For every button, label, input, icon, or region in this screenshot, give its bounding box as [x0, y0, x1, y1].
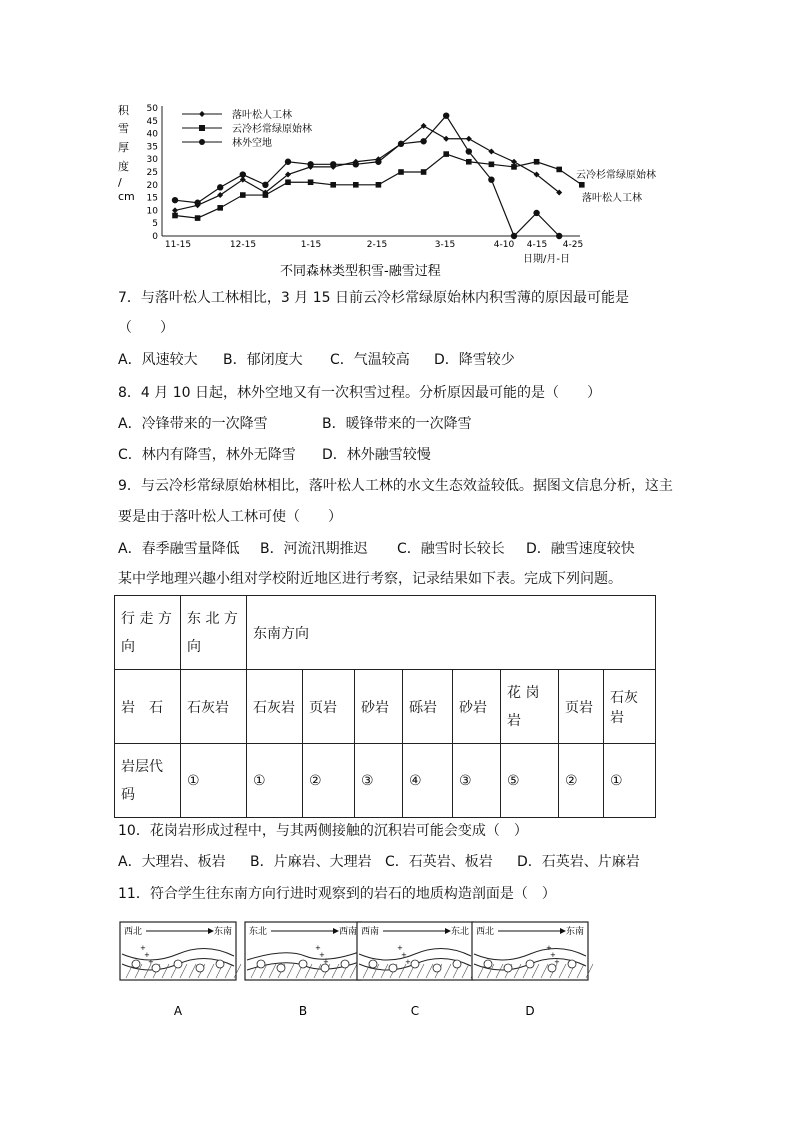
x-tick-label: 1-15 — [300, 240, 322, 250]
cell-rock: 页岩 — [559, 670, 604, 744]
data-point — [195, 215, 201, 221]
layer-code-marker — [453, 960, 461, 968]
cell-rock: 砾岩 — [403, 670, 453, 744]
cell-code: ④ — [403, 744, 453, 818]
data-point — [330, 182, 336, 188]
y-tick-label: 20 — [146, 180, 158, 191]
right-label-yunlengshan: 云冷杉常绿原始林 — [576, 170, 656, 181]
cell-rock: 石灰岩 — [181, 670, 247, 744]
geologic-sections[interactable] — [118, 920, 598, 1030]
x-tick-label: 3-15 — [434, 240, 456, 250]
data-point — [217, 184, 223, 190]
cell-rock-header: 岩 石 — [115, 670, 181, 744]
granite-plus-icon: + — [554, 958, 560, 966]
data-point — [353, 182, 359, 188]
data-point — [240, 192, 246, 198]
layer-code-marker — [484, 960, 492, 968]
data-point — [489, 162, 495, 168]
table-row-direction — [115, 596, 656, 670]
q10-option-a[interactable]: A．大理岩、板岩 — [118, 854, 226, 870]
x-tick-label: 12-15 — [229, 240, 257, 250]
data-point — [308, 179, 314, 185]
layer-code-marker — [174, 960, 182, 968]
cell-code: ① — [604, 744, 656, 818]
data-point — [556, 233, 562, 239]
q7-paren: （ ） — [118, 320, 174, 336]
q10-stem: 10．花岗岩形成过程中，与其两侧接触的沉积岩可能会变成（ ） — [118, 823, 528, 839]
data-point — [262, 182, 268, 188]
section-a[interactable] — [120, 922, 241, 1018]
granite-plus-icon: + — [140, 944, 146, 952]
layer-code-marker — [341, 960, 349, 968]
data-point — [533, 210, 539, 216]
data-point — [466, 159, 472, 165]
y-tick-label: 10 — [146, 206, 158, 217]
q7-option-c[interactable]: C．气温较高 — [330, 352, 410, 368]
y-tick-label: 25 — [146, 168, 158, 178]
granite-plus-icon: + — [319, 951, 325, 959]
q8-option-a[interactable]: A．冷锋带来的一次降雪 — [118, 416, 268, 432]
q9-option-b[interactable]: B．河流汛期推迟 — [260, 541, 368, 557]
q8-option-b[interactable]: B．暖锋带来的一次降雪 — [322, 416, 472, 432]
x-ticks — [165, 240, 583, 250]
data-point — [488, 149, 494, 155]
q7-option-a[interactable]: A．风速较大 — [118, 352, 198, 368]
data-point — [307, 161, 313, 167]
data-point — [194, 200, 200, 206]
cell-northeast: 东 北 方 向 — [181, 596, 247, 670]
cell-rock: 石灰岩 — [247, 670, 303, 744]
granite-plus-icon: + — [397, 944, 403, 952]
data-point — [398, 169, 404, 175]
table-row-codes — [115, 744, 656, 818]
layer-code-marker — [568, 960, 576, 968]
q8-option-c[interactable]: C．林内有降雪，林外无降雪 — [118, 447, 296, 463]
legend-label: 落叶松人工林 — [232, 110, 292, 121]
data-point — [511, 159, 517, 165]
data-point — [511, 164, 517, 170]
section-right-dir: 东南 — [213, 927, 232, 937]
layer-code-marker — [526, 960, 534, 968]
granite-plus-icon: + — [148, 958, 154, 966]
cell-direction-header: 行 走 方 向 — [115, 596, 181, 670]
section-left-dir: 西北 — [476, 927, 495, 937]
y-label-char: cm — [118, 190, 135, 203]
x-axis-label: 日期/月-日 — [523, 254, 570, 265]
table-row-rocks — [115, 670, 656, 744]
data-point — [534, 159, 540, 165]
layer-code-marker — [504, 964, 512, 972]
section-right-dir: 东南 — [565, 927, 584, 937]
q8-stem: 8．4 月 10 日起，林外空地又有一次积雪过程。分析原因最可能的是（ ） — [118, 385, 601, 401]
q9-option-a[interactable]: A．春季融雪量降低 — [118, 541, 240, 557]
rock-survey-table — [114, 595, 656, 818]
granite-plus-icon: + — [405, 958, 411, 966]
data-point — [285, 179, 291, 185]
data-point — [421, 169, 427, 175]
field-survey-intro: 某中学地理兴趣小组对学校附近地区进行考察，记录结果如下表。完成下列问题。 — [118, 571, 622, 587]
data-point — [263, 192, 269, 198]
legend-marker — [199, 139, 205, 145]
cell-code: ⑤ — [501, 744, 559, 818]
q8-option-d[interactable]: D．林外融雪较慢 — [322, 447, 431, 463]
data-point — [240, 171, 246, 177]
cell-rock: 页岩 — [303, 670, 355, 744]
y-label-char: 度 — [118, 160, 129, 173]
section-label: C — [410, 1004, 420, 1018]
layer-code-marker — [277, 964, 285, 972]
layer-code-marker — [369, 960, 377, 968]
data-point — [172, 197, 178, 203]
cell-code: ③ — [453, 744, 501, 818]
data-point — [443, 136, 449, 142]
data-point — [488, 176, 494, 182]
legend-label: 云冷杉常绿原始林 — [232, 124, 312, 135]
section-c[interactable] — [357, 922, 478, 1018]
data-point — [511, 233, 517, 239]
data-point — [443, 151, 449, 157]
q7-option-b[interactable]: B．郁闭度大 — [223, 352, 303, 368]
q9-stem: 9．与云冷杉常绿原始林相比，落叶松人工林的水文生态效益较低。据图文信息分析，这主 — [118, 478, 673, 494]
q7-option-d[interactable]: D．降雪较少 — [434, 352, 515, 368]
y-ticks — [147, 104, 159, 242]
section-right-dir: 东北 — [450, 927, 469, 937]
data-point — [375, 159, 381, 165]
data-point — [353, 161, 359, 167]
chart-title: 不同森林类型积雪-融雪过程 — [280, 264, 441, 279]
data-point — [172, 213, 178, 219]
y-tick-label: 15 — [146, 193, 158, 204]
y-label-char: 厚 — [118, 141, 129, 154]
y-tick-label: 40 — [146, 129, 158, 140]
q9-option-d[interactable]: D．融雪速度较快 — [526, 541, 635, 557]
y-tick-label: 30 — [146, 155, 158, 166]
layer-code-marker — [257, 960, 265, 968]
data-point — [556, 167, 562, 173]
section-d[interactable] — [472, 922, 593, 1018]
cell-code-header: 岩层代 码 — [115, 744, 181, 818]
data-point — [330, 161, 336, 167]
x-tick-label: 4-10 — [493, 240, 515, 250]
snow-depth-chart — [110, 100, 656, 285]
y-tick-label: 5 — [152, 219, 158, 230]
granite-plus-icon: + — [323, 958, 329, 966]
q10-option-c[interactable]: C．石英岩、板岩 — [385, 854, 493, 870]
x-tick-label: 4-15 — [526, 240, 548, 250]
chart-legend — [182, 108, 312, 149]
y-tick-label: 0 — [152, 232, 158, 242]
layer-code-marker — [389, 964, 397, 972]
x-tick-label: 4-25 — [562, 240, 584, 250]
granite-plus-icon: + — [315, 944, 321, 952]
y-label-char: 雪 — [118, 122, 129, 135]
right-label-luoyesong: 落叶松人工林 — [582, 193, 642, 204]
y-label-char: 积 — [118, 104, 129, 117]
q10-option-d[interactable]: D．石英岩、片麻岩 — [517, 854, 640, 870]
cell-rock: 砂岩 — [355, 670, 403, 744]
q11-stem: 11．符合学生往东南方向行进时观察到的岩石的地质构造剖面是（ ） — [118, 886, 556, 902]
cell-rock: 砂岩 — [453, 670, 501, 744]
granite-plus-icon: + — [550, 951, 556, 959]
section-left-dir: 西南 — [361, 927, 380, 937]
cell-code: ② — [559, 744, 604, 818]
q10-option-b[interactable]: B．片麻岩、大理岩 — [250, 854, 372, 870]
section-left-dir: 西北 — [124, 927, 143, 937]
cell-code: ① — [247, 744, 303, 818]
q9-option-c[interactable]: C．融雪时长较长 — [397, 541, 505, 557]
data-point — [217, 205, 223, 211]
cell-code: ① — [181, 744, 247, 818]
cell-code: ③ — [355, 744, 403, 818]
cell-code: ② — [303, 744, 355, 818]
layer-code-marker — [433, 964, 441, 972]
y-tick-label: 35 — [146, 142, 158, 153]
section-label: D — [525, 1004, 535, 1018]
data-point — [398, 141, 404, 147]
data-point — [420, 138, 426, 144]
data-point — [443, 112, 449, 118]
cell-southeast: 东南方向 — [247, 596, 656, 670]
legend-label: 林外空地 — [232, 138, 272, 149]
cell-rock: 石灰岩 — [604, 670, 656, 744]
y-axis-label — [118, 103, 135, 203]
q9-stem-line2: 要是由于落叶松人工林可使（ ） — [118, 509, 342, 525]
data-point — [579, 182, 585, 188]
layer-code-marker — [196, 964, 204, 972]
x-tick-label: 2-15 — [366, 240, 388, 250]
q7-stem: 7．与落叶松人工林相比，3 月 15 日前云冷杉常绿原始林内积雪薄的原因最可能是 — [118, 290, 629, 306]
section-label: B — [298, 1004, 308, 1018]
granite-plus-icon: + — [144, 951, 150, 959]
x-tick-label: 11-15 — [164, 240, 192, 250]
layer-code-marker — [411, 960, 419, 968]
section-left-dir: 东北 — [249, 927, 268, 937]
section-b[interactable] — [245, 922, 366, 1018]
cell-rock: 花 岗 岩 — [501, 670, 559, 744]
layer-code-marker — [299, 960, 307, 968]
data-point — [172, 207, 178, 213]
data-point — [285, 159, 291, 165]
data-point — [376, 182, 382, 188]
legend-marker — [199, 111, 205, 117]
granite-plus-icon: + — [546, 944, 552, 952]
legend-marker — [199, 125, 205, 131]
y-tick-label: 50 — [146, 104, 158, 114]
granite-plus-icon: + — [401, 951, 407, 959]
section-label: A — [173, 1004, 183, 1018]
y-tick-label: 45 — [146, 116, 158, 127]
layer-code-marker — [132, 960, 140, 968]
layer-code-marker — [216, 960, 224, 968]
section-right-dir: 西南 — [338, 927, 357, 937]
data-point — [466, 136, 472, 142]
data-point — [466, 148, 472, 154]
y-label-char: / — [118, 176, 122, 189]
